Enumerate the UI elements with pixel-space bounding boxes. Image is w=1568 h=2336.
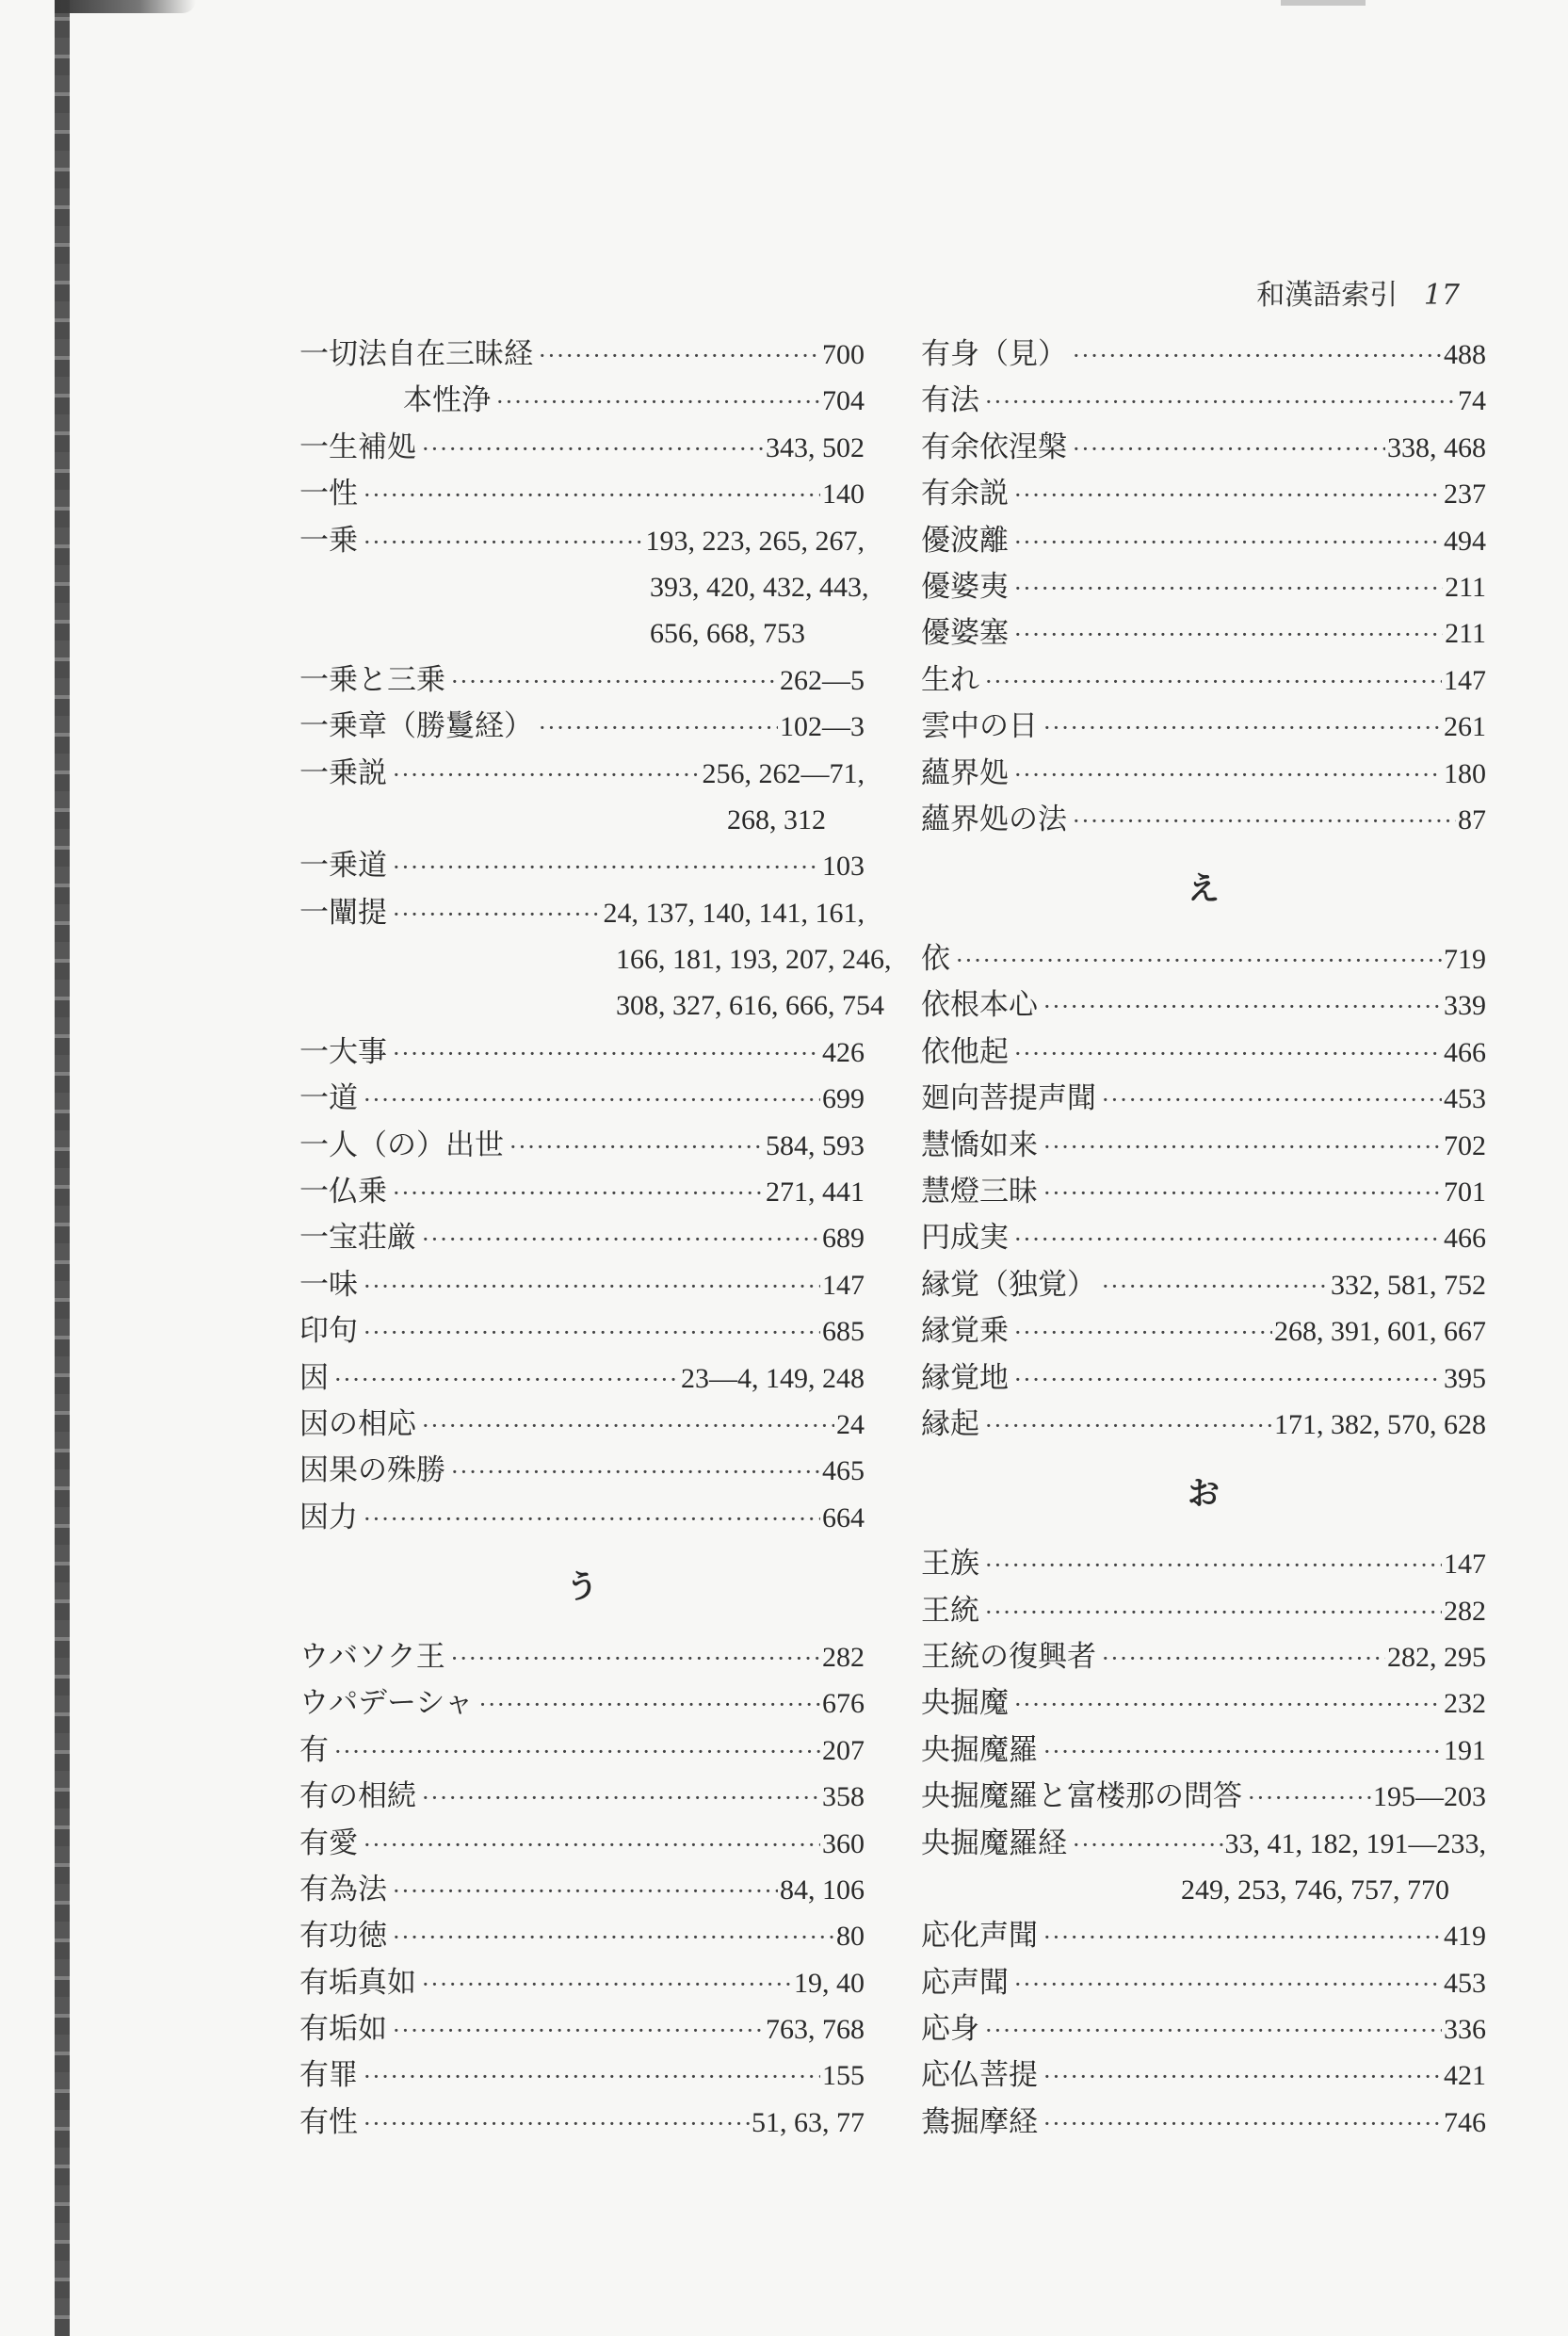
index-page-numbers: 488	[1444, 339, 1486, 370]
index-page-numbers: 494	[1444, 525, 1486, 557]
index-page-numbers: 195—203	[1373, 1781, 1486, 1813]
index-entry	[921, 1355, 1486, 1402]
dot-leader	[1014, 1310, 1272, 1356]
index-page-numbers: 84, 106	[780, 1874, 865, 1906]
index-entry	[921, 1634, 1486, 1680]
index-entry	[921, 1262, 1486, 1308]
index-page-numbers: 33, 41, 182, 191—233,	[1224, 1827, 1486, 1859]
index-entry	[299, 1774, 865, 1820]
index-entry	[299, 425, 865, 471]
dot-leader	[985, 1543, 1442, 1589]
dot-leader	[1014, 1357, 1442, 1403]
index-page-numbers: 466	[1444, 1223, 1486, 1255]
dot-leader	[1043, 2101, 1442, 2148]
index-term: 一切法自在三昧経	[299, 337, 533, 371]
index-term: 印句	[299, 1314, 358, 1349]
index-page-numbers: 155	[822, 2060, 865, 2092]
index-term: 依他起	[921, 1034, 1009, 1069]
index-term: 因果の殊勝	[299, 1453, 445, 1488]
index-term: 縁覚地	[921, 1360, 1009, 1395]
index-entry	[299, 518, 865, 564]
dot-leader	[1014, 612, 1443, 658]
index-term: 慧憍如来	[921, 1127, 1038, 1162]
index-page-numbers: 171, 382, 570, 628	[1274, 1409, 1486, 1440]
index-entry	[299, 1076, 865, 1122]
index-page-numbers: 74	[1458, 385, 1486, 417]
section-heading: お	[1188, 1475, 1220, 1514]
index-page-numbers: 701	[1444, 1176, 1486, 1209]
index-page-numbers: 343, 502	[766, 431, 865, 463]
index-page-numbers: 193, 223, 265, 267,	[645, 525, 865, 557]
index-entry	[921, 751, 1486, 797]
index-entry	[921, 1588, 1486, 1634]
index-term: 雲中の日	[921, 709, 1038, 744]
index-page-numbers: 24, 137, 140, 141, 161,	[603, 897, 865, 929]
index-entry-pages-continued: 249, 253, 746, 757, 770	[1181, 1874, 1449, 1906]
index-term: 一乗章（勝鬘経）	[299, 709, 533, 744]
dot-leader	[956, 938, 1442, 984]
index-page-numbers: 338, 468	[1387, 431, 1486, 463]
index-page-numbers: 466	[1444, 1036, 1486, 1068]
index-term: 因力	[299, 1500, 358, 1534]
index-page-numbers: 87	[1458, 803, 1486, 835]
index-term: 一人（の）出世	[299, 1127, 504, 1162]
index-term: 王族	[921, 1547, 979, 1582]
index-page-numbers: 664	[822, 1501, 865, 1533]
dot-leader	[1073, 333, 1442, 380]
index-term: 有の相続	[299, 1779, 416, 1814]
index-column-left	[299, 332, 892, 2146]
index-entry	[921, 1913, 1486, 1959]
index-page-numbers: 689	[822, 1223, 865, 1255]
index-entry	[921, 1402, 1486, 1448]
dot-leader	[1102, 1636, 1385, 1682]
index-page-numbers: 80	[836, 1921, 865, 1953]
index-term: 円成実	[921, 1221, 1009, 1256]
index-entry	[921, 471, 1486, 517]
index-term: 廻向菩提声聞	[921, 1081, 1096, 1116]
index-page-numbers: 453	[1444, 1083, 1486, 1115]
dot-leader	[393, 1869, 778, 1915]
index-page-numbers: 147	[1444, 1549, 1486, 1581]
index-page-numbers: 262—5	[780, 664, 865, 696]
index-page-numbers: 702	[1444, 1129, 1486, 1161]
dot-leader	[364, 473, 820, 519]
index-term: 央掘魔羅経	[921, 1825, 1067, 1860]
index-entry-pages-continued: 166, 181, 193, 207, 246,	[616, 944, 892, 976]
index-term: 一生補処	[299, 430, 416, 464]
index-entry-pages-continued: 308, 327, 616, 666, 754	[616, 990, 884, 1022]
index-term: 有性	[299, 2104, 358, 2139]
index-term: 有功徳	[299, 1919, 387, 1954]
dot-leader	[393, 845, 820, 891]
index-entry	[921, 610, 1486, 657]
index-entry	[299, 657, 865, 704]
index-entry	[299, 1680, 865, 1727]
index-page-numbers: 147	[822, 1269, 865, 1301]
index-page-numbers: 51, 63, 77	[752, 2106, 865, 2138]
index-page-numbers: 465	[822, 1455, 865, 1487]
index-page-numbers: 685	[822, 1316, 865, 1348]
index-term: 有罪	[299, 2058, 358, 2093]
index-page-numbers: 746	[1444, 2106, 1486, 2138]
index-term: 縁覚（独覚）	[921, 1267, 1096, 1302]
index-page-numbers: 256, 262—71,	[702, 757, 865, 789]
index-term: 有法	[921, 383, 979, 418]
index-page-numbers: 282	[1444, 1595, 1486, 1627]
dot-leader	[1248, 1776, 1371, 1822]
index-term: 優波離	[921, 523, 1009, 558]
dot-leader	[1102, 1078, 1442, 1124]
index-page-numbers: 103	[822, 851, 865, 883]
index-term: 央掘魔羅と富楼那の問答	[921, 1779, 1242, 1814]
index-page-numbers: 395	[1444, 1362, 1486, 1394]
index-term: 応化声聞	[921, 1919, 1038, 1954]
index-page-numbers: 332, 581, 752	[1331, 1269, 1486, 1301]
index-entry	[299, 1913, 865, 1959]
running-head	[1205, 271, 1460, 313]
index-entry	[921, 2100, 1486, 2146]
index-entry	[299, 2006, 865, 2052]
index-term: 有余依涅槃	[921, 430, 1067, 464]
index-page-numbers: 453	[1444, 1967, 1486, 1999]
dot-leader	[422, 1776, 820, 1822]
index-term: ウパデーシャ	[299, 1686, 474, 1721]
index-term: 蘊界処	[921, 755, 1009, 790]
dot-leader	[1014, 1031, 1442, 1078]
dot-leader	[393, 1915, 834, 1961]
dot-leader	[1014, 473, 1442, 519]
dot-leader	[364, 1078, 820, 1124]
index-entry-pages-continued: 268, 312	[727, 803, 826, 835]
dot-leader	[393, 2008, 764, 2054]
index-page-numbers: 704	[822, 385, 865, 417]
index-entry	[299, 1262, 865, 1308]
dot-leader	[1014, 1217, 1442, 1263]
index-term: 応仏菩提	[921, 2058, 1038, 2093]
index-page-numbers: 676	[822, 1688, 865, 1720]
index-page-numbers: 699	[822, 1083, 865, 1115]
dot-leader	[422, 1217, 820, 1263]
index-term: 有	[299, 1732, 329, 1767]
dot-leader	[1014, 520, 1442, 566]
index-entry	[921, 564, 1486, 610]
index-entry	[921, 2006, 1486, 2052]
index-page-numbers: 358	[822, 1781, 865, 1813]
index-entry-pages-continued: 393, 420, 432, 443,	[650, 571, 869, 603]
dot-leader	[1073, 1823, 1223, 1869]
index-entry	[299, 751, 865, 797]
dot-leader	[1014, 753, 1442, 799]
index-term: 一性	[299, 477, 358, 511]
dot-leader	[1043, 1915, 1442, 1961]
index-entry	[921, 936, 1486, 982]
index-entry	[921, 1215, 1486, 1261]
index-page-numbers: 19, 40	[794, 1967, 865, 1999]
dot-leader	[1043, 2054, 1442, 2101]
index-entry	[299, 1402, 865, 1448]
dot-leader	[364, 1264, 820, 1310]
dot-leader	[364, 1310, 820, 1356]
dot-leader	[1043, 984, 1442, 1030]
dot-leader	[1014, 1962, 1442, 2008]
dot-leader	[509, 1125, 764, 1171]
dot-leader	[985, 1590, 1442, 1636]
index-page-numbers: 426	[822, 1036, 865, 1068]
index-term: 依根本心	[921, 988, 1038, 1023]
index-term: ウバソク王	[299, 1639, 445, 1674]
index-entry	[299, 704, 865, 750]
index-entry	[921, 1821, 1486, 1867]
index-entry	[921, 2052, 1486, 2099]
top-edge-mark	[1281, 0, 1366, 6]
index-entry-pages-continued: 656, 668, 753	[650, 618, 805, 650]
index-entry	[921, 1728, 1486, 1774]
index-entry	[299, 1030, 865, 1076]
index-term: 縁覚乗	[921, 1314, 1009, 1349]
index-term: 王統	[921, 1593, 979, 1628]
index-term: 一乗道	[299, 849, 387, 884]
page-number: 17	[1423, 279, 1460, 312]
dot-leader	[364, 520, 644, 566]
index-entry	[921, 1774, 1486, 1820]
index-term: 縁起	[921, 1407, 979, 1441]
index-page-numbers: 360	[822, 1827, 865, 1859]
section-heading: う	[566, 1568, 598, 1607]
index-entry	[921, 425, 1486, 471]
index-entry	[299, 332, 865, 378]
dot-leader	[1014, 1682, 1442, 1728]
index-entry	[299, 2052, 865, 2099]
dot-leader	[364, 1823, 820, 1869]
index-entry	[921, 797, 1486, 843]
index-page-numbers: 339	[1444, 990, 1486, 1022]
index-page-numbers: 336	[1444, 2014, 1486, 2046]
index-entry	[299, 1169, 865, 1215]
dot-leader	[422, 427, 764, 473]
index-term: 一味	[299, 1267, 358, 1302]
index-entry	[299, 1728, 865, 1774]
index-term: 有垢真如	[299, 1965, 416, 2000]
index-page-numbers: 102—3	[780, 711, 865, 743]
index-entry	[921, 332, 1486, 378]
index-entry	[299, 1215, 865, 1261]
index-entry	[299, 843, 865, 889]
index-entry	[299, 1355, 865, 1402]
index-page-numbers: 207	[822, 1734, 865, 1766]
index-page-numbers: 282	[822, 1641, 865, 1673]
index-entry	[921, 1960, 1486, 2006]
dot-leader	[1043, 706, 1442, 752]
index-term: 因の相応	[299, 1406, 416, 1441]
index-entry	[299, 471, 865, 517]
dot-leader	[1073, 427, 1385, 473]
index-term: 有身（見）	[921, 337, 1067, 371]
dot-leader	[985, 659, 1442, 706]
index-page-numbers: 261	[1444, 711, 1486, 743]
index-page-numbers: 584, 593	[766, 1129, 865, 1161]
index-page-numbers: 763, 768	[766, 2014, 865, 2046]
index-term: 王統の復興者	[921, 1639, 1096, 1674]
dot-leader	[496, 380, 820, 426]
index-term: 鴦掘摩経	[921, 2104, 1038, 2139]
running-head-title: 和漢語索引	[1256, 279, 1398, 312]
index-term: 一乗説	[299, 755, 387, 790]
index-page-numbers: 140	[822, 479, 865, 511]
index-page-numbers: 23—4, 149, 248	[681, 1362, 865, 1394]
index-entry	[299, 1123, 865, 1169]
index-page-numbers: 271, 441	[766, 1176, 865, 1209]
index-term: 央掘魔羅	[921, 1732, 1038, 1767]
index-entry	[921, 1541, 1486, 1587]
dot-leader	[451, 659, 778, 706]
dot-leader	[451, 1636, 820, 1682]
index-entry	[921, 1076, 1486, 1122]
index-entry	[921, 1308, 1486, 1355]
dot-leader	[479, 1682, 820, 1728]
index-page-numbers: 232	[1444, 1688, 1486, 1720]
dot-leader	[393, 753, 701, 799]
dot-leader	[1043, 1729, 1442, 1776]
dot-leader	[985, 1403, 1272, 1450]
index-term: 優婆塞	[921, 616, 1009, 651]
index-entry	[299, 2100, 865, 2146]
dot-leader	[422, 1962, 792, 2008]
book-spine-edge	[55, 0, 70, 2336]
index-entry	[299, 1821, 865, 1867]
dot-leader	[364, 2101, 750, 2148]
index-page-numbers: 237	[1444, 479, 1486, 511]
index-column-right	[921, 332, 1486, 2146]
index-term: 応声聞	[921, 1965, 1009, 2000]
index-page-numbers: 24	[836, 1408, 865, 1440]
index-page-numbers: 419	[1444, 1921, 1486, 1953]
index-page-numbers: 700	[822, 339, 865, 370]
dot-leader	[1073, 799, 1456, 845]
index-entry	[921, 704, 1486, 750]
index-entry	[299, 1495, 865, 1541]
index-page-numbers: 268, 391, 601, 667	[1274, 1316, 1486, 1348]
index-entry	[921, 1680, 1486, 1727]
dot-leader	[364, 1497, 820, 1543]
index-term: 央掘魔	[921, 1686, 1009, 1721]
index-page-numbers: 211	[1445, 618, 1486, 650]
index-term: 一大事	[299, 1034, 387, 1069]
dot-leader	[334, 1357, 679, 1403]
dot-leader	[451, 1450, 820, 1496]
index-term: 一仏乗	[299, 1175, 387, 1209]
dot-leader	[985, 380, 1456, 426]
index-term: 生れ	[921, 662, 979, 697]
dot-leader	[393, 892, 602, 938]
index-entry	[299, 1448, 865, 1494]
index-entry	[299, 1960, 865, 2006]
index-page-numbers: 719	[1444, 944, 1486, 976]
index-page-numbers: 211	[1445, 571, 1486, 603]
index-entry	[921, 378, 1486, 424]
index-entry	[921, 518, 1486, 564]
index-term: 有為法	[299, 1872, 387, 1906]
index-entry	[299, 1634, 865, 1680]
index-term: 有愛	[299, 1825, 358, 1860]
index-term: 一乗と三乗	[299, 662, 445, 697]
index-term: 優婆夷	[921, 569, 1009, 604]
index-term: 慧燈三昧	[921, 1175, 1038, 1209]
index-page-numbers: 180	[1444, 757, 1486, 789]
index-entry	[299, 1308, 865, 1355]
index-term: 一乗	[299, 523, 358, 558]
index-entry	[921, 1169, 1486, 1215]
index-entry	[299, 890, 865, 936]
dot-leader	[1102, 1264, 1329, 1310]
section-heading: え	[1188, 870, 1220, 909]
dot-leader	[539, 333, 820, 380]
index-term: 有余説	[921, 477, 1009, 511]
index-page-numbers: 147	[1444, 664, 1486, 696]
dot-leader	[393, 1171, 764, 1217]
index-term: 本性浄	[403, 383, 491, 418]
dot-leader	[334, 1729, 820, 1776]
dot-leader	[364, 2054, 820, 2101]
index-entry	[921, 1030, 1486, 1076]
index-term: 蘊界処の法	[921, 802, 1067, 836]
dot-leader	[1043, 1125, 1442, 1171]
index-entry	[921, 657, 1486, 704]
index-entry	[921, 1123, 1486, 1169]
index-page-numbers: 421	[1444, 2060, 1486, 2092]
index-term: 一宝荘厳	[299, 1221, 416, 1256]
index-page-numbers: 191	[1444, 1734, 1486, 1766]
dot-leader	[393, 1031, 820, 1078]
index-term: 有垢如	[299, 2012, 387, 2047]
dot-leader	[1014, 566, 1443, 612]
index-entry	[921, 982, 1486, 1029]
index-term: 応身	[921, 2012, 979, 2047]
index-page-numbers: 282, 295	[1387, 1641, 1486, 1673]
index-term: 因	[299, 1360, 329, 1395]
index-entry	[299, 378, 865, 424]
index-term: 依	[921, 942, 950, 977]
index-term: 一闡提	[299, 895, 387, 930]
page-corner-shadow	[55, 0, 196, 13]
dot-leader	[422, 1403, 834, 1450]
index-entry	[299, 1867, 865, 1913]
dot-leader	[539, 706, 778, 752]
index-term: 一道	[299, 1081, 358, 1116]
dot-leader	[1043, 1171, 1442, 1217]
dot-leader	[985, 2008, 1442, 2054]
